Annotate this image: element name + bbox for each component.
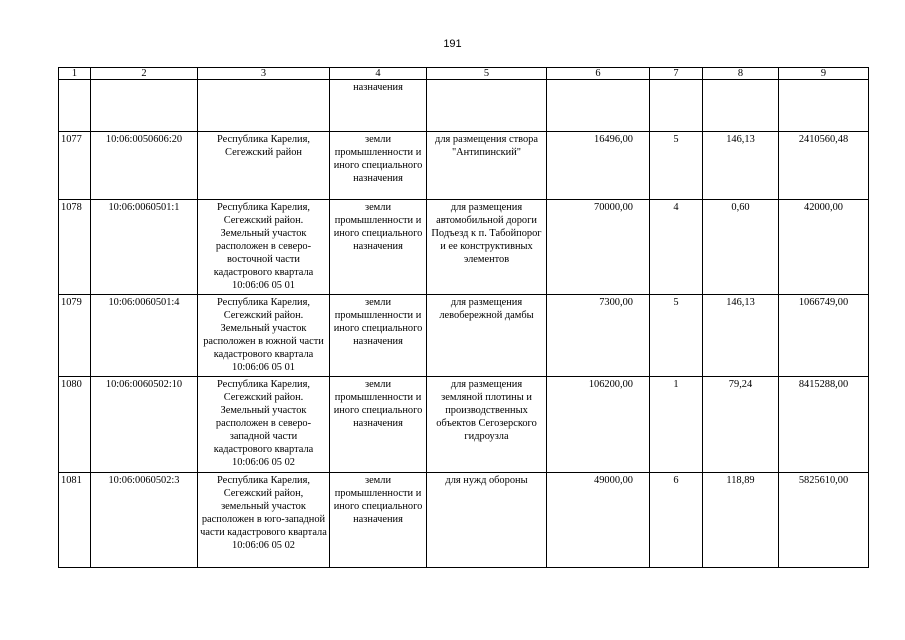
col8-cell: 79,24	[703, 377, 779, 473]
address-cell: Республика Карелия, Сегежский район, земельный участок расположен в юго-западной части кадастрового квартала 10:06:06 05 02	[198, 473, 330, 568]
purpose-cell: для размещения автомобильной дороги Подъезд к п. Табойпорог и ее конструктивных элементов	[427, 200, 547, 295]
col7-cell: 6	[650, 473, 703, 568]
cadastral-number: 10:06:0060501:4	[91, 295, 198, 377]
row-number: 1080	[59, 377, 91, 473]
category-cell: земли промышленности и иного специального назначения	[330, 295, 427, 377]
col7-cell: 1	[650, 377, 703, 473]
row-number: 1077	[59, 132, 91, 200]
purpose-cell: для размещения земляной плотины и производственных объектов Сегозерского гидроузла	[427, 377, 547, 473]
table-row	[59, 200, 869, 295]
col9-cell: 2410560,48	[779, 132, 869, 200]
area-cell: 49000,00	[547, 473, 650, 568]
table-row	[59, 132, 869, 200]
col9-cell: 5825610,00	[779, 473, 869, 568]
area-cell: 7300,00	[547, 295, 650, 377]
col7-cell: 5	[650, 295, 703, 377]
cadastral-number: 10:06:0060502:10	[91, 377, 198, 473]
column-header: 4	[330, 68, 427, 80]
address-cell: Республика Карелия, Сегежский район. Земельный участок расположен в северо-западной части кадастрового квартала 10:06:06 05 02	[198, 377, 330, 473]
land-plots-table	[58, 67, 869, 568]
column-header: 8	[703, 68, 779, 80]
column-header: 2	[91, 68, 198, 80]
page-number: 191	[443, 38, 462, 50]
continuation-row	[59, 80, 869, 132]
category-cell: земли промышленности и иного специального назначения	[330, 200, 427, 295]
purpose-cell: для размещения створа "Антипинский"	[427, 132, 547, 200]
column-number-row	[59, 68, 869, 80]
category-cell: земли промышленности и иного специального назначения	[330, 132, 427, 200]
table-row	[59, 295, 869, 377]
col9-cell: 8415288,00	[779, 377, 869, 473]
cadastral-number: 10:06:0060502:3	[91, 473, 198, 568]
col8-cell: 0,60	[703, 200, 779, 295]
category-cell: назначения	[330, 80, 427, 132]
column-header: 7	[650, 68, 703, 80]
category-cell: земли промышленности и иного специального назначения	[330, 473, 427, 568]
column-header: 3	[198, 68, 330, 80]
column-header: 6	[547, 68, 650, 80]
column-header: 1	[59, 68, 91, 80]
row-number: 1078	[59, 200, 91, 295]
address-cell: Республика Карелия, Сегежский район	[198, 132, 330, 200]
col8-cell: 118,89	[703, 473, 779, 568]
col9-cell: 1066749,00	[779, 295, 869, 377]
col9-cell: 42000,00	[779, 200, 869, 295]
table-row	[59, 473, 869, 568]
address-cell: Республика Карелия, Сегежский район. Земельный участок расположен в северо-восточной части кадастрового квартала 10:06:06 05 01	[198, 200, 330, 295]
table-row	[59, 377, 869, 473]
col7-cell: 5	[650, 132, 703, 200]
cadastral-number: 10:06:0050606:20	[91, 132, 198, 200]
category-cell: земли промышленности и иного специального назначения	[330, 377, 427, 473]
column-header: 9	[779, 68, 869, 80]
col8-cell: 146,13	[703, 295, 779, 377]
area-cell: 70000,00	[547, 200, 650, 295]
area-cell: 16496,00	[547, 132, 650, 200]
column-header: 5	[427, 68, 547, 80]
purpose-cell: для нужд обороны	[427, 473, 547, 568]
row-number: 1081	[59, 473, 91, 568]
row-number: 1079	[59, 295, 91, 377]
col7-cell: 4	[650, 200, 703, 295]
area-cell: 106200,00	[547, 377, 650, 473]
address-cell: Республика Карелия, Сегежский район. Земельный участок расположен в южной части кадастрового квартала 10:06:06 05 01	[198, 295, 330, 377]
purpose-cell: для размещения левобережной дамбы	[427, 295, 547, 377]
cadastral-number: 10:06:0060501:1	[91, 200, 198, 295]
col8-cell: 146,13	[703, 132, 779, 200]
